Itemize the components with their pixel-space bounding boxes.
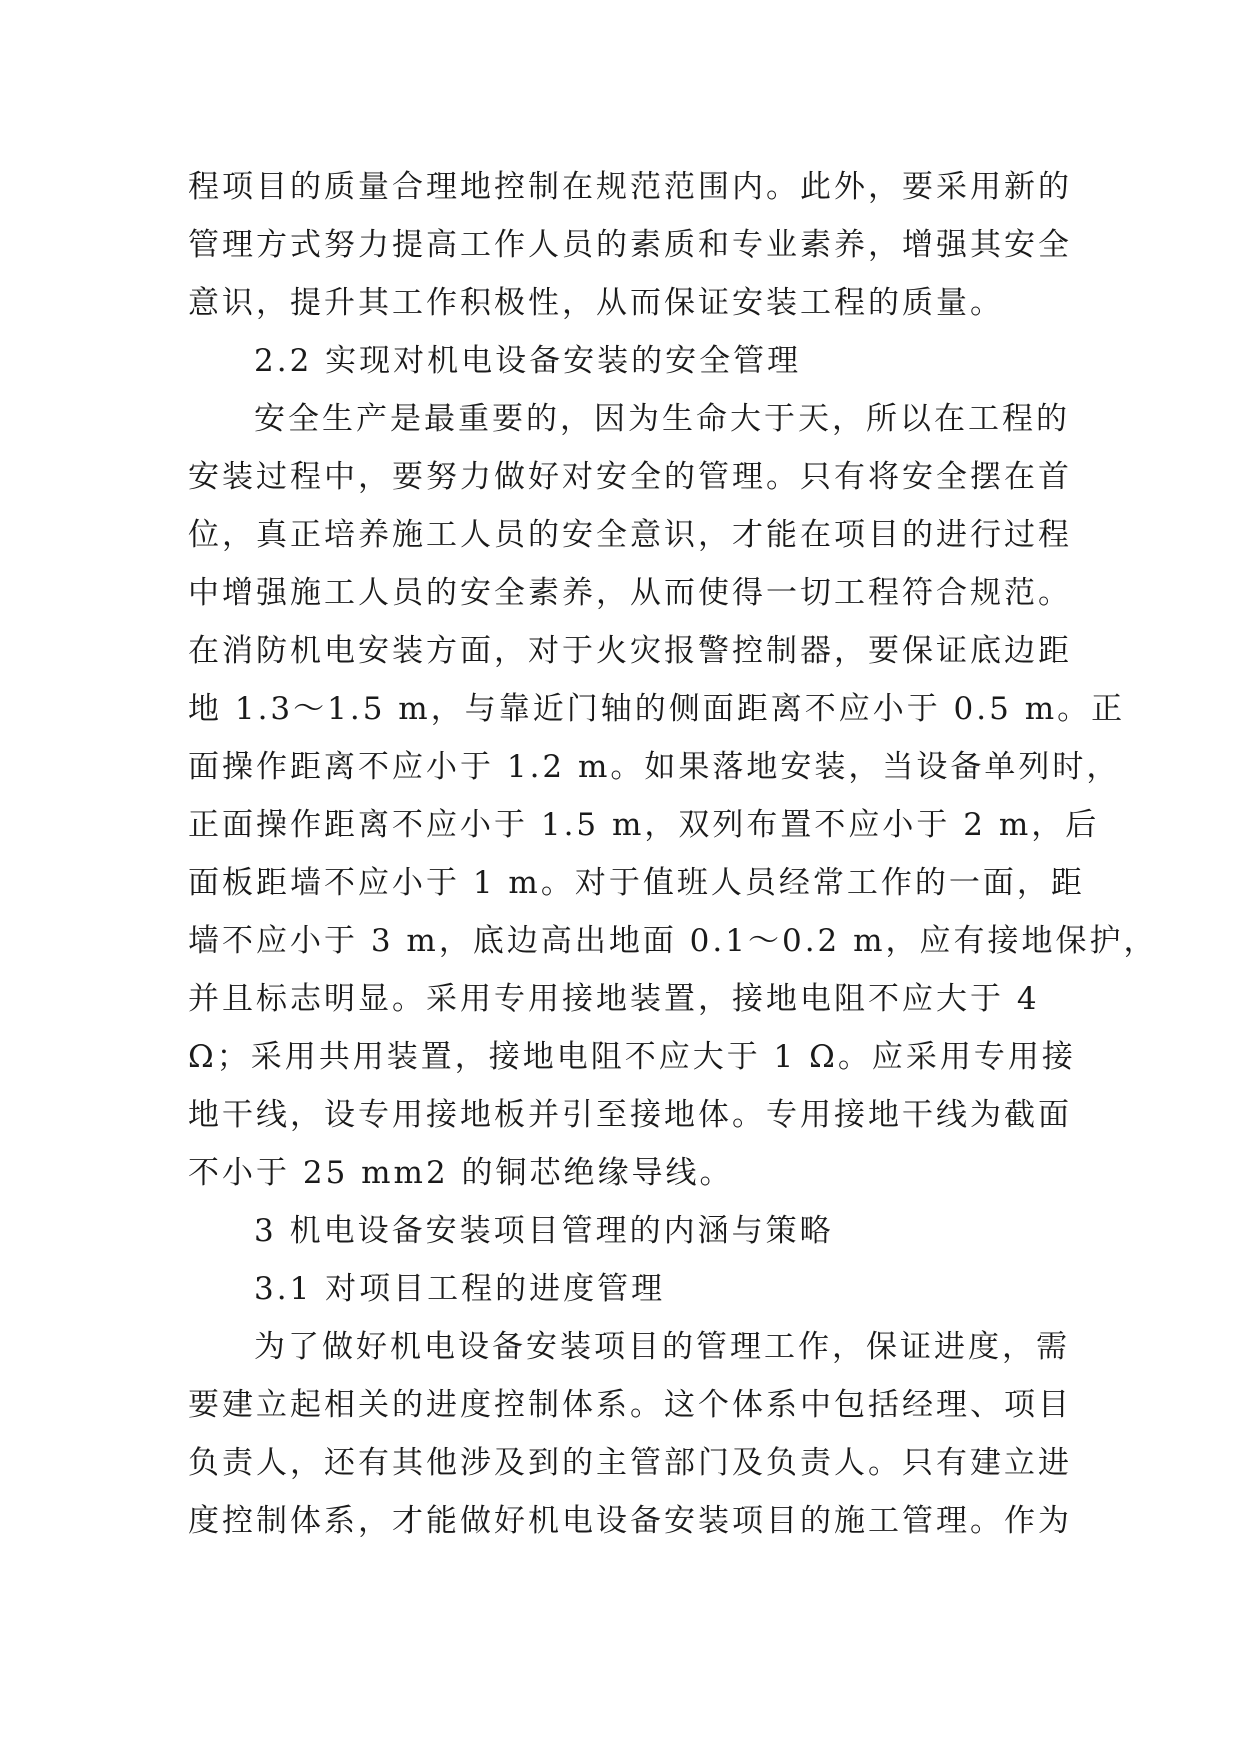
text-line: 地 1.3～1.5 m，与靠近门轴的侧面距离不应小于 0.5 m。正 — [188, 691, 1126, 727]
subsection-heading: 3.1 对项目工程的进度管理 — [254, 1271, 666, 1307]
text-line: 并且标志明显。采用专用接地装置，接地电阻不应大于 4 — [188, 981, 1040, 1017]
text-line: 面操作距离不应小于 1.2 m。如果落地安装，当设备单列时， — [188, 749, 1121, 785]
section-heading: 3 机电设备安装项目管理的内涵与策略 — [254, 1213, 834, 1249]
text-line: 负责人，还有其他涉及到的主管部门及负责人。只有建立进 — [188, 1445, 1072, 1481]
text-line: 度控制体系，才能做好机电设备安装项目的施工管理。作为 — [188, 1503, 1072, 1539]
text-line: 安装过程中，要努力做好对安全的管理。只有将安全摆在首 — [188, 459, 1072, 495]
paragraph-first-line: 安全生产是最重要的，因为生命大于天，所以在工程的 — [254, 401, 1070, 437]
text-line: 管理方式努力提高工作人员的素质和专业素养，增强其安全 — [188, 227, 1072, 263]
section-heading: 2.2 实现对机电设备安装的安全管理 — [254, 343, 802, 379]
text-line: 面板距墙不应小于 1 m。对于值班人员经常工作的一面，距 — [188, 865, 1085, 901]
text-line: 位，真正培养施工人员的安全意识，才能在项目的进行过程 — [188, 517, 1072, 553]
text-line: 正面操作距离不应小于 1.5 m，双列布置不应小于 2 m，后 — [188, 807, 1100, 843]
text-line: 地干线，设专用接地板并引至接地体。专用接地干线为截面 — [188, 1097, 1072, 1133]
paragraph-first-line: 为了做好机电设备安装项目的管理工作，保证进度，需 — [254, 1329, 1070, 1365]
text-line: 墙不应小于 3 m，底边高出地面 0.1～0.2 m，应有接地保护， — [188, 923, 1158, 959]
body-text — [188, 158, 1158, 1550]
text-line: 要建立起相关的进度控制体系。这个体系中包括经理、项目 — [188, 1387, 1072, 1423]
text-line: 中增强施工人员的安全素养，从而使得一切工程符合规范。 — [188, 575, 1072, 611]
text-line: 在消防机电安装方面，对于火灾报警控制器，要保证底边距 — [188, 633, 1072, 669]
text-line: 不小于 25 mm2 的铜芯绝缘导线。 — [188, 1155, 734, 1191]
text-line: 意识，提升其工作积极性，从而保证安装工程的质量。 — [188, 285, 1004, 321]
text-line: Ω；采用共用装置，接地电阻不应大于 1 Ω。应采用专用接 — [188, 1039, 1076, 1075]
text-line: 程项目的质量合理地控制在规范范围内。此外，要采用新的 — [188, 169, 1072, 205]
